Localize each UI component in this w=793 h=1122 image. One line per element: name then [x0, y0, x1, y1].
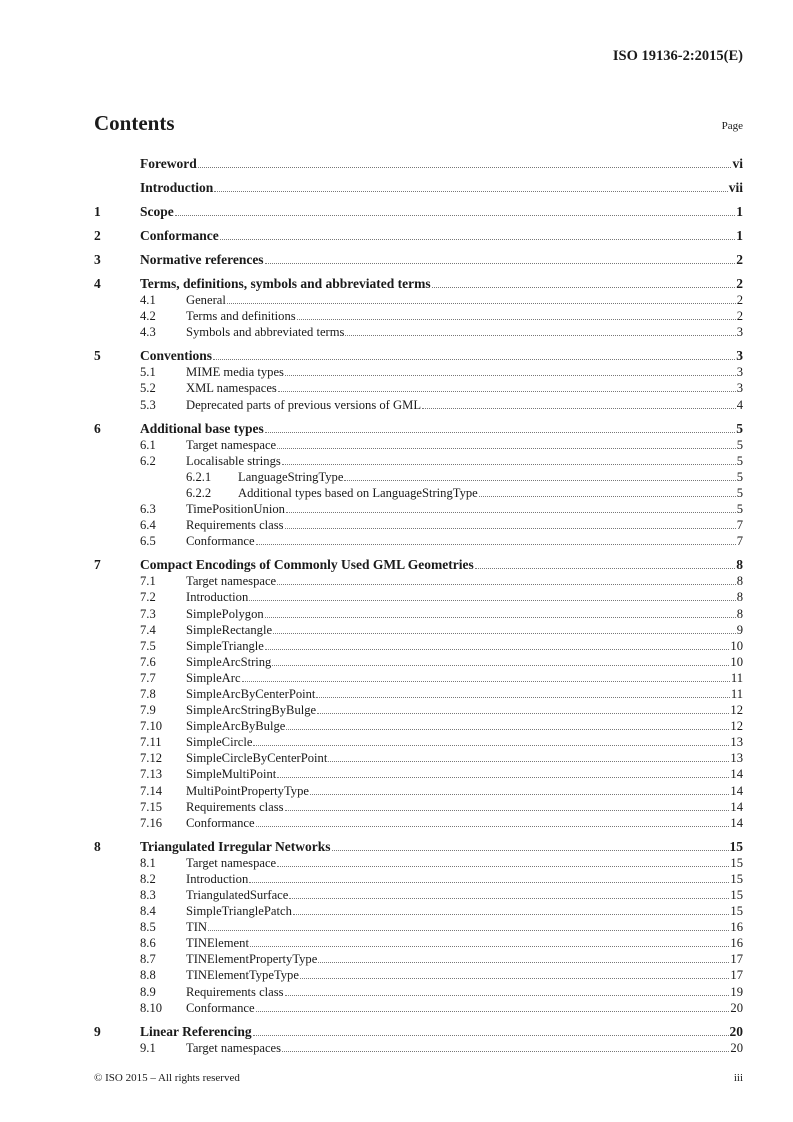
toc-entry[interactable]: [94, 799, 743, 815]
toc-leader-dots: [253, 745, 729, 746]
toc-entry-title: TIN: [186, 920, 207, 935]
toc-leader-dots: [265, 649, 730, 650]
toc-leader-dots: [273, 633, 736, 634]
toc-leader-dots: [316, 697, 729, 698]
toc-leader-dots: [300, 978, 729, 979]
toc-entry-number: 7.4: [140, 622, 156, 637]
toc-leader-dots: [175, 215, 736, 216]
toc-leader-dots: [344, 480, 735, 481]
toc-entry-title: Scope: [140, 204, 174, 219]
toc-entry[interactable]: [94, 308, 743, 324]
toc-leader-dots: [277, 777, 729, 778]
toc-entry-title: SimplePolygon: [186, 606, 264, 621]
toc-leader-dots: [282, 464, 736, 465]
toc-entry-number: 7.12: [140, 751, 163, 766]
toc-entry[interactable]: [94, 1000, 743, 1016]
toc-leader-dots: [277, 448, 736, 449]
toc-entry-page: vi: [732, 156, 743, 171]
toc-entry-number: 8.7: [140, 952, 156, 967]
toc-entry-title: General: [186, 293, 226, 308]
toc-entry-page: 15: [730, 888, 743, 902]
toc-entry-number: 7.13: [140, 767, 163, 782]
toc-leader-dots: [318, 962, 729, 963]
toc-entry[interactable]: [94, 855, 743, 871]
toc-entry[interactable]: [94, 348, 743, 364]
toc-entry-title: Terms, definitions, symbols and abbreviated terms: [140, 276, 431, 291]
toc-leader-dots: [289, 898, 729, 899]
toc-leader-dots: [332, 850, 729, 851]
toc-entry-number: 8.9: [140, 984, 156, 999]
toc-entry-title: TINElementPropertyType: [186, 952, 318, 967]
toc-entry-title: Requirements class: [186, 799, 284, 814]
toc-entry-page: 3: [736, 325, 743, 340]
toc-entry-page: 20: [729, 1023, 743, 1039]
toc-entry[interactable]: [94, 485, 743, 501]
document-id-header: ISO 19136-2:2015(E): [612, 48, 743, 64]
toc-entry-title: Deprecated parts of previous versions of GML: [186, 397, 422, 412]
toc-leader-dots: [256, 826, 730, 827]
toc-leader-dots: [242, 681, 730, 682]
toc-leader-dots: [282, 1051, 729, 1052]
toc-entry-number: 7.3: [140, 606, 156, 621]
toc-entry-page: 19: [730, 984, 743, 999]
toc-entry[interactable]: [94, 380, 743, 396]
toc-leader-dots: [310, 794, 729, 795]
toc-entry-title: Triangulated Irregular Networks: [140, 838, 331, 854]
toc-entry[interactable]: [94, 903, 743, 919]
toc-leader-dots: [277, 866, 729, 867]
toc-entry-page: 5: [736, 420, 743, 436]
toc-leader-dots: [208, 930, 729, 931]
toc-entry-title: Target namespace: [186, 855, 277, 870]
table-of-contents: [94, 156, 743, 1056]
toc-entry-page: 7: [736, 534, 743, 549]
toc-entry-page: 13: [730, 735, 743, 750]
toc-entry-title: Introduction: [186, 590, 249, 605]
toc-entry-title: Additional base types: [140, 420, 264, 436]
toc-entry-number: 7.8: [140, 686, 156, 701]
toc-leader-dots: [285, 528, 736, 529]
toc-entry-number: 1: [94, 204, 101, 219]
toc-entry[interactable]: [94, 469, 743, 485]
toc-entry-number: 7.11: [140, 735, 162, 750]
toc-entry-page: 20: [730, 1000, 743, 1015]
toc-entry-number: 8.5: [140, 920, 156, 935]
toc-entry-title: TimePositionUnion: [186, 502, 285, 517]
toc-entry[interactable]: [94, 839, 743, 855]
toc-entry-number: 4: [94, 276, 101, 291]
toc-entry[interactable]: [94, 734, 743, 750]
toc-entry-page: 14: [730, 767, 743, 782]
toc-entry-page: 2: [736, 293, 743, 308]
toc-leader-dots: [479, 496, 736, 497]
toc-entry-title: SimpleCircleByCenterPoint: [186, 751, 328, 766]
toc-leader-dots: [256, 1011, 730, 1012]
toc-entry-page: 15: [730, 871, 743, 886]
toc-entry-number: 8.3: [140, 888, 156, 902]
toc-entry-title: Conformance: [186, 534, 255, 549]
toc-entry[interactable]: [94, 766, 743, 782]
toc-entry-title: SimpleArcStringByBulge: [186, 703, 317, 718]
toc-entry-title: SimpleArcByBulge: [186, 719, 286, 734]
toc-entry-page: 8: [736, 606, 743, 621]
toc-entry-number: 7.7: [140, 670, 156, 685]
toc-entry[interactable]: [94, 533, 743, 549]
toc-entry[interactable]: [94, 967, 743, 983]
toc-entry-title: Introduction: [140, 180, 214, 195]
toc-leader-dots: [475, 568, 736, 569]
toc-entry[interactable]: [94, 622, 743, 638]
toc-leader-dots: [249, 882, 729, 883]
toc-entry[interactable]: [94, 364, 743, 380]
toc-entry[interactable]: [94, 557, 743, 573]
toc-leader-dots: [286, 512, 736, 513]
toc-entry[interactable]: [94, 718, 743, 734]
toc-entry-page: 8: [736, 574, 743, 589]
toc-leader-dots: [293, 914, 730, 915]
toc-entry-title: Normative references: [140, 252, 264, 267]
toc-entry-number: 7.5: [140, 638, 156, 653]
toc-entry-page: 5: [736, 469, 743, 484]
toc-entry-title: Requirements class: [186, 518, 284, 533]
toc-entry-number: 8.4: [140, 904, 156, 919]
toc-entry-title: Conventions: [140, 348, 213, 364]
toc-entry-page: 8: [736, 557, 743, 573]
toc-entry-title: Requirements class: [186, 984, 284, 999]
toc-entry[interactable]: [94, 983, 743, 999]
toc-entry-number: 4.2: [140, 309, 156, 324]
toc-entry-title: SimpleArcByCenterPoint: [186, 686, 316, 701]
toc-entry-title: TriangulatedSurface: [186, 888, 289, 902]
toc-entry[interactable]: [94, 252, 743, 268]
toc-leader-dots: [249, 600, 735, 601]
toc-entry-number: 6.2.1: [186, 469, 212, 484]
toc-entry-title: SimpleTriangle: [186, 638, 264, 653]
toc-entry[interactable]: [94, 573, 743, 589]
toc-entry-number: 6.2: [140, 453, 156, 468]
toc-entry-title: SimpleArc: [186, 670, 241, 685]
toc-entry-page: 11: [730, 670, 743, 685]
page-column-label: Page: [721, 120, 743, 132]
toc-leader-dots: [272, 665, 729, 666]
toc-entry[interactable]: [94, 702, 743, 718]
toc-entry[interactable]: [94, 871, 743, 887]
toc-entry-number: 8.2: [140, 871, 156, 886]
toc-entry-number: 8.8: [140, 968, 156, 983]
toc-entry-page: 15: [730, 904, 743, 919]
toc-entry-number: 7.10: [140, 719, 163, 734]
toc-entry-number: 7.2: [140, 590, 156, 605]
toc-entry-number: 2: [94, 228, 101, 243]
toc-entry[interactable]: [94, 228, 743, 244]
toc-entry-page: 12: [730, 719, 743, 734]
toc-entry[interactable]: [94, 437, 743, 453]
toc-entry[interactable]: [94, 782, 743, 798]
toc-entry-number: 5.2: [140, 381, 156, 396]
toc-entry-page: 8: [736, 590, 743, 605]
toc-entry-number: 6.4: [140, 518, 156, 533]
toc-entry-title: Introduction: [186, 871, 249, 886]
toc-entry[interactable]: [94, 1024, 743, 1040]
toc-leader-dots: [265, 432, 735, 433]
toc-entry-number: 6.1: [140, 437, 156, 452]
toc-leader-dots: [285, 810, 730, 811]
toc-entry[interactable]: [94, 421, 743, 437]
toc-entry-page: 7: [736, 518, 743, 533]
toc-leader-dots: [285, 375, 736, 376]
toc-entry-page: 2: [736, 276, 743, 291]
toc-entry-title: Additional types based on LanguageStringType: [238, 485, 478, 500]
toc-entry-number: 9.1: [140, 1040, 156, 1055]
toc-entry-page: 10: [730, 654, 743, 669]
toc-entry-number: 8.6: [140, 936, 156, 951]
toc-entry-title: MIME media types: [186, 365, 284, 380]
toc-entry-title: SimpleArcString: [186, 654, 272, 669]
toc-leader-dots: [278, 391, 736, 392]
toc-leader-dots: [250, 946, 729, 947]
toc-entry[interactable]: [94, 638, 743, 654]
toc-leader-dots: [256, 544, 736, 545]
toc-entry-number: 8.10: [140, 1000, 163, 1015]
toc-entry-title: Target namespace: [186, 574, 277, 589]
toc-entry-number: 7.1: [140, 574, 156, 589]
toc-entry[interactable]: [94, 517, 743, 533]
toc-entry-title: Linear Referencing: [140, 1023, 252, 1039]
toc-entry-title: Target namespace: [186, 437, 277, 452]
toc-entry-title: SimpleRectangle: [186, 622, 273, 637]
toc-leader-dots: [432, 287, 736, 288]
toc-entry-page: 5: [736, 453, 743, 468]
toc-entry-page: 5: [736, 485, 743, 500]
toc-entry-page: 20: [730, 1040, 743, 1055]
toc-entry[interactable]: [94, 654, 743, 670]
toc-entry-number: 7.16: [140, 815, 163, 830]
toc-entry[interactable]: [94, 453, 743, 469]
toc-leader-dots: [198, 167, 732, 168]
toc-entry-number: 8: [94, 838, 101, 854]
toc-leader-dots: [253, 1035, 729, 1036]
toc-leader-dots: [317, 713, 729, 714]
toc-entry-number: 6: [94, 420, 101, 436]
toc-entry-page: 16: [730, 920, 743, 935]
toc-entry-page: 13: [730, 751, 743, 766]
toc-entry-page: 5: [736, 502, 743, 517]
toc-entry-number: 5.3: [140, 397, 156, 412]
toc-entry-page: 2: [736, 252, 743, 267]
toc-leader-dots: [265, 263, 736, 264]
toc-entry-number: 4.3: [140, 325, 156, 340]
toc-entry[interactable]: [94, 815, 743, 831]
toc-entry-page: 1: [736, 204, 743, 219]
toc-entry-number: 3: [94, 252, 101, 267]
toc-entry[interactable]: [94, 919, 743, 935]
toc-entry[interactable]: [94, 605, 743, 621]
toc-entry[interactable]: [94, 750, 743, 766]
toc-entry-number: 7: [94, 557, 101, 573]
toc-entry-number: 5: [94, 348, 101, 364]
toc-entry[interactable]: [94, 670, 743, 686]
toc-entry[interactable]: [94, 887, 743, 903]
toc-entry-title: Localisable strings: [186, 453, 281, 468]
toc-entry-number: 7.9: [140, 703, 156, 718]
toc-entry-title: SimpleCircle: [186, 735, 253, 750]
toc-entry[interactable]: [94, 501, 743, 517]
copyright-notice: © ISO 2015 – All rights reserved: [94, 1072, 240, 1084]
toc-entry-title: SimpleTrianglePatch: [186, 904, 292, 919]
toc-entry-page: 4: [736, 397, 743, 412]
toc-entry-page: 2: [736, 309, 743, 324]
toc-entry[interactable]: [94, 156, 743, 172]
toc-entry-page: 17: [730, 952, 743, 967]
toc-entry-number: 7.15: [140, 799, 163, 814]
toc-entry-title: TINElementTypeType: [186, 968, 299, 983]
toc-entry-page: 3: [736, 348, 743, 364]
toc-entry[interactable]: [94, 589, 743, 605]
toc-entry[interactable]: [94, 935, 743, 951]
toc-entry-title: Conformance: [140, 228, 219, 243]
toc-leader-dots: [227, 303, 736, 304]
toc-entry-title: TINElement: [186, 936, 249, 951]
toc-entry-number: 9: [94, 1023, 101, 1039]
toc-entry-title: XML namespaces: [186, 381, 277, 396]
toc-entry-page: 3: [736, 365, 743, 380]
page-title: Contents: [94, 111, 175, 135]
toc-entry-page: 15: [729, 838, 743, 854]
toc-entry-title: Foreword: [140, 156, 197, 171]
toc-leader-dots: [328, 761, 729, 762]
toc-leader-dots: [285, 995, 730, 996]
toc-entry-page: 14: [730, 799, 743, 814]
toc-leader-dots: [220, 239, 736, 240]
toc-leader-dots: [213, 359, 735, 360]
toc-entry[interactable]: [94, 1040, 743, 1056]
toc-entry-title: Target namespaces: [186, 1040, 282, 1055]
toc-entry-number: 7.14: [140, 783, 163, 798]
toc-entry-title: Conformance: [186, 815, 255, 830]
toc-entry-page: 17: [730, 968, 743, 983]
toc-entry-page: 3: [736, 381, 743, 396]
toc-entry-page: 10: [730, 638, 743, 653]
toc-entry-page: 14: [730, 815, 743, 830]
toc-entry[interactable]: [94, 204, 743, 220]
page-number: iii: [733, 1072, 743, 1084]
toc-leader-dots: [345, 335, 735, 336]
toc-entry[interactable]: [94, 396, 743, 412]
toc-entry-title: Compact Encodings of Commonly Used GML Geometries: [140, 557, 474, 573]
toc-leader-dots: [277, 584, 736, 585]
toc-entry-page: 5: [736, 437, 743, 452]
toc-entry-page: 16: [730, 936, 743, 951]
toc-entry-title: MultiPointPropertyType: [186, 783, 309, 798]
toc-entry-number: 7.6: [140, 654, 156, 669]
toc-entry-title: SimpleMultiPoint: [186, 767, 277, 782]
toc-entry-number: 6.3: [140, 502, 156, 517]
toc-entry[interactable]: [94, 324, 743, 340]
toc-entry[interactable]: [94, 180, 743, 196]
toc-entry[interactable]: [94, 951, 743, 967]
footer: [94, 1072, 743, 1084]
toc-leader-dots: [422, 408, 736, 409]
toc-entry-page: 1: [736, 228, 743, 243]
toc-entry-page: 15: [730, 855, 743, 870]
toc-entry-title: Conformance: [186, 1000, 255, 1015]
toc-entry[interactable]: [94, 686, 743, 702]
toc-leader-dots: [214, 191, 727, 192]
toc-entry-title: Symbols and abbreviated terms: [186, 325, 345, 340]
toc-entry-number: 4.1: [140, 293, 156, 308]
toc-entry-title: Terms and definitions: [186, 309, 296, 324]
toc-entry-page: 12: [730, 703, 743, 718]
toc-entry-number: 6.5: [140, 534, 156, 549]
toc-entry-page: 11: [730, 686, 743, 701]
toc-entry[interactable]: [94, 276, 743, 292]
toc-entry-number: 5.1: [140, 365, 156, 380]
toc-entry-page: 9: [736, 622, 743, 637]
toc-entry-title: LanguageStringType: [238, 469, 344, 484]
toc-leader-dots: [297, 319, 736, 320]
toc-leader-dots: [286, 729, 729, 730]
toc-entry-page: vii: [728, 180, 743, 195]
toc-entry-page: 14: [730, 783, 743, 798]
toc-entry-number: 8.1: [140, 855, 156, 870]
toc-leader-dots: [265, 617, 736, 618]
toc-entry[interactable]: [94, 292, 743, 308]
toc-entry-number: 6.2.2: [186, 485, 212, 500]
